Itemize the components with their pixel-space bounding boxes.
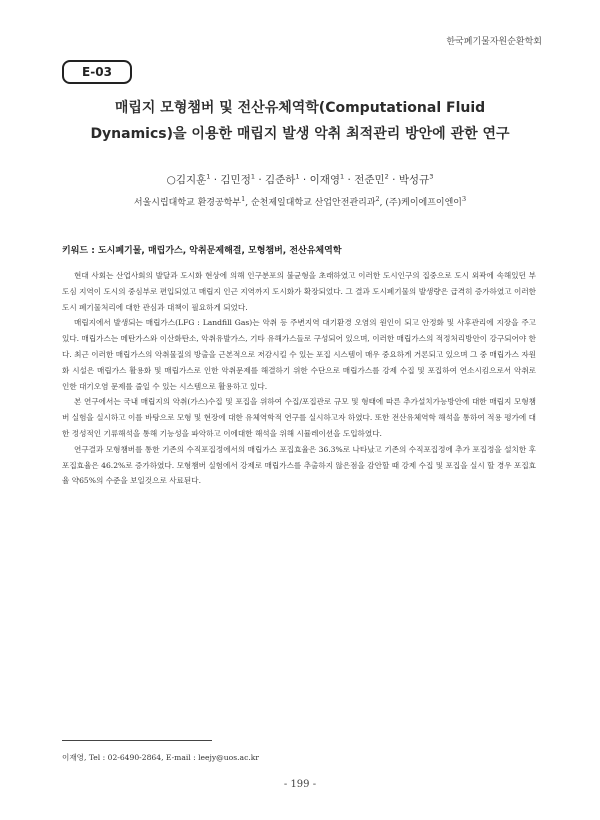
corresponding-author-footnote: 이재영, Tel : 02-6490-2864, E-mail : leejy@uos.ac.kr xyxy=(62,753,259,762)
author-affiliation: 1 xyxy=(250,172,255,181)
author-list xyxy=(40,172,560,187)
affiliation-number: 3 xyxy=(461,195,467,203)
keywords-text: 도시폐기물, 매립가스, 악취문제해결, 모형챔버, 전산유체역학 xyxy=(97,246,342,256)
affiliation: 서울시립대학교 환경공학부 xyxy=(133,198,242,208)
affiliation: (주)케이에프이엔이 xyxy=(385,198,462,208)
keywords-label: 키워드 : xyxy=(62,246,98,256)
author: 이재영 xyxy=(309,174,341,186)
title-line-2: Dynamics)을 이용한 매립지 발생 악취 최적관리 방안에 관한 연구 xyxy=(90,126,510,142)
author: 김지훈 xyxy=(175,174,207,186)
body-paragraph: 본 연구에서는 국내 매립지의 악취(가스)수집 및 포집을 위하여 수집/포집관로 규모 및 형태에 따른 추가설치가능방안에 대한 매립지 모형챔버 실험을 실시하고 이를 바탕으로 모형 및 현장에 대한 유체역학적 연구를 실시하고자 하였다. 또한 전산유체역학 해석을 통하여 적용 평가에 대한 정성적인 기류해석을 통해 기능성을 파악하고 이에대한 해석을 위해 시뮬레이션을 도입하였다. xyxy=(62,397,536,438)
author-affiliation: 1 xyxy=(295,172,300,181)
author-separator: · xyxy=(388,174,399,186)
title-line-1: 매립지 모형챔버 및 전산유체역학(Computational Fluid xyxy=(114,100,486,116)
author: 김민정 xyxy=(220,174,251,186)
author: 박성규 xyxy=(398,174,430,186)
body-paragraph: 매립지에서 발생되는 매립가스(LFG : Landfill Gas)는 악취 등 주변지역 대기환경 오염의 원인이 되고 안정화 및 사후관리에 지장을 주고 있다. 매립가스는 메탄가스와 이산화탄소, 악취유발가스, 기타 유해가스들로 구성되어 있으며, 이러한 매립가스의 적정처리방안이 강구되어야 한다. 최근 이러한 매립가스의 악취물질의 방출을 근본적으로 저감시킬 수 있는 포집 시스템이 매우 중요하게 거론되고 있으며 그 중 매립가스 자원화 시설은 매립가스 활용화 및 매립가스로 인한 악취문제를 해결하기 위한 수단으로 매립가스를 강제 수집 및 포집하여 연소시킴으로서 악취로 인한 대기오염 문제를 줄일 수 있는 시스템으로 활용하고 있다. xyxy=(62,318,536,391)
author-affiliation: 2 xyxy=(384,172,389,181)
journal-header: 한국폐기물자원순환학회 xyxy=(446,37,542,47)
author-affiliation: 1 xyxy=(340,172,345,181)
author-affiliation: 1 xyxy=(206,172,211,181)
author: 김준하 xyxy=(265,174,296,186)
affiliation-list: 서울시립대학교 환경공학부$^1$, 순천제일대학교 산업안전관리과$^2$, (주)케이에프이엔이$^3$ xyxy=(133,195,467,208)
section-badge: E-03 xyxy=(62,60,132,84)
paper-title xyxy=(40,95,560,147)
footnote-divider xyxy=(62,740,212,741)
author: 전준민 xyxy=(354,174,385,186)
author-separator: · xyxy=(254,174,265,186)
body-paragraph: 연구결과 모형챔버를 통한 기존의 수직포집정에서의 매립가스 포집효율은 36.3%로 나타났고 기존의 수직포집정에 추가 포집정을 설치한 후 포집효율은 46.2%로 증가하였다. 모형챔버 실험에서 강제로 매립가스를 추출하지 않은점을 감안할 때 강제 수집 및 포집을 실시 할 경우 포집효율 약65%의 수준을 보일것으로 사료된다. xyxy=(62,444,536,486)
affiliation-number: 2 xyxy=(375,195,380,203)
author-separator: · xyxy=(299,174,310,186)
affiliation: 순천제일대학교 산업안전관리과 xyxy=(250,198,376,208)
affiliation-number: 1 xyxy=(241,195,246,203)
keywords xyxy=(62,243,542,256)
page-number: - 199 - xyxy=(283,779,317,790)
author-separator: · xyxy=(210,174,221,186)
author-prefix: ○ xyxy=(166,174,176,186)
author-affiliation: 3 xyxy=(429,172,434,181)
author-separator: · xyxy=(344,174,355,186)
body-paragraph: 현대 사회는 산업사회의 발달과 도시화 현상에 의해 인구분포의 불균형을 초래하였고 이러한 도시인구의 집중으로 도시 외곽에 속해있던 부도심 지역이 도시의 중심부로 편입되었고 매립지 인근 지역까지 도시화가 확장되었다. 그 결과 도시폐기물의 발생량은 급격히 증가하였고 이러한 도시 폐기물처리에 대한 관심과 대책이 필요하게 되었다. xyxy=(62,271,536,312)
abstract-body xyxy=(62,268,536,489)
